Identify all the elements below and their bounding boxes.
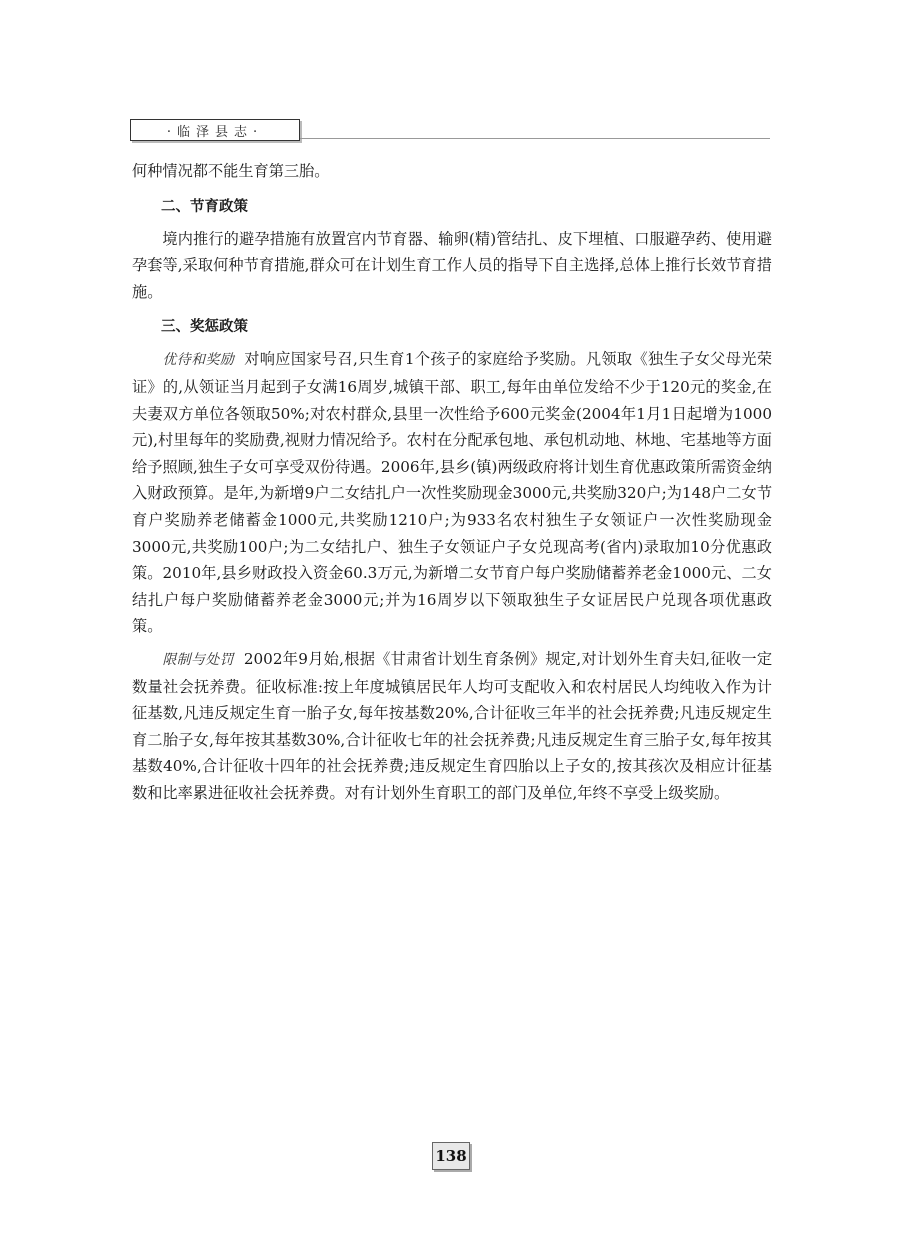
section-heading-contraception: 二、节育政策: [161, 198, 248, 215]
page-number: 138: [432, 1142, 470, 1170]
text-rewards: 对响应国家号召,只生育1个孩子的家庭给予奖励。凡领取《独生子女父母光荣证》的,从领证当月起到子女满16周岁,城镇干部、职工,每年由单位发给不少于120元的奖金,在夫妻双方单位各领取50%;对农村群众,县里一次性给予600元奖金(2004年1月1日起增为1000元),村里每年的奖励费,视财力情况给予。农村在分配承包地、承包机动地、林地、宅基地等方面给予照顾,独生子女可享受双份待遇。2006年,县乡(镇)两级政府将计划生育优惠政策所需资金纳入财政预算。是年,为新增9户二女结扎户一次性奖励现金3000元,共奖励320户;为148户二女节育户奖励养老储蓄金1000元,共奖励1210户;为933名农村独生子女领证户一次性奖励现金3000元,共奖励100户;为二女结扎户、独生子女领证户子女兑现高考(省内)录取加10分优惠政策。2010年,县乡财政投入资金60.3万元,为新增二女节育户每户奖励储蓄养老金1000元、二女结扎户每户奖励储蓄养老金3000元;并为16周岁以下领取独生子女证居民户兑现各项优惠政策。: [132, 350, 773, 636]
book-title: ·临泽县志·: [130, 119, 300, 141]
text-penalties: 2002年9月始,根据《甘肃省计划生育条例》规定,对计划外生育夫妇,征收一定数量社会抚养费。征收标准:按上年度城镇居民年人均可支配收入和农村居民人均纯收入作为计征基数,凡违反规定生育一胎子女,每年按基数20%,合计征收三年半的社会抚养费;凡违反规定生育二胎子女,每年按其基数30%,合计征收七年的社会抚养费;凡违反规定生育三胎子女,每年按其基数40%,合计征收十四年的社会抚养费;违反规定生育四胎以上子女的,按其孩次及相应计征基数和比率累进征收社会抚养费。对有计划外生育职工的部门及单位,年终不享受上级奖励。: [132, 649, 773, 802]
lead-rewards: 优待和奖励: [162, 352, 235, 369]
paragraph-contraception: 境内推行的避孕措施有放置宫内节育器、输卵(精)管结扎、皮下埋植、口服避孕药、使用避孕套等,采取何种节育措施,群众可在计划生育工作人员的指导下自主选择,总体上推行长效节育措施。: [132, 229, 772, 301]
running-head: [130, 119, 770, 141]
paragraph-intro: 何种情况都不能生育第三胎。: [132, 162, 330, 180]
section-heading-rewards-penalties: 三、奖惩政策: [161, 319, 248, 336]
header-rule: [300, 138, 770, 139]
paragraph-penalties: [132, 646, 772, 807]
page-content: [132, 158, 772, 806]
paragraph-rewards: [132, 346, 772, 640]
lead-penalties: 限制与处罚: [162, 651, 234, 668]
